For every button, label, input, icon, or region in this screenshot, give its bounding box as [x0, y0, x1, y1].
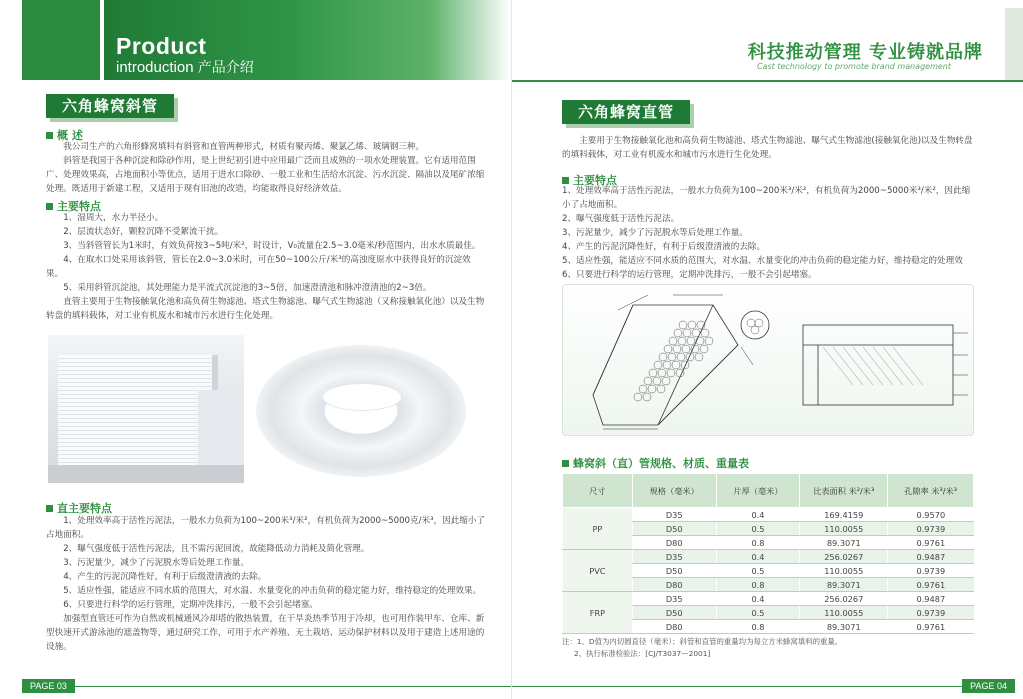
table-cell: 89.3071 — [800, 578, 888, 592]
left-page — [0, 0, 511, 699]
table-cell: 0.9739 — [888, 522, 974, 536]
header-stripe — [22, 0, 100, 80]
table-cell: 0.4 — [716, 508, 800, 522]
table-cell: 0.9739 — [888, 564, 974, 578]
table-cell: 110.0055 — [800, 564, 888, 578]
table-row — [563, 592, 974, 606]
table-header-row — [563, 474, 974, 508]
bullet-square-icon — [46, 505, 53, 512]
left-header — [0, 0, 511, 80]
right-features-item-5: 5、适应性强，能适应不同水质的范围大，对水温、水量变化的冲击负荷的稳定能力好，维持稳定的处理效 — [562, 256, 963, 266]
slogan-en: Cast technology to promote brand management — [757, 62, 951, 71]
table-cell: D80 — [632, 578, 716, 592]
features-item-1: 1、湿周大，水力半径小。 — [63, 213, 164, 223]
features-item-2: 2、层流状态好，颗粒沉降不受絮流干扰。 — [63, 227, 224, 237]
right-features-item-6: 6、只要进行科学的运行管理，定期冲洗排污，一般不会引起堵塞。 — [562, 270, 817, 280]
col-spec: 规格（毫米） — [632, 474, 716, 508]
right-features-item-3: 3、污泥量少，减少了污泥脱水等后处理工作量。 — [562, 228, 748, 238]
table-cell: D80 — [632, 536, 716, 550]
table-cell: 0.9487 — [888, 592, 974, 606]
features2-item-1: 1、处理效率高于活性污泥法，一般水力负荷为100~200米³/米²，有机负荷为2000~5000克/米³，因此缩小了占地面积。 — [46, 516, 486, 540]
footer-line — [512, 686, 962, 687]
table-row — [563, 508, 974, 522]
table-cell: 0.9761 — [888, 620, 974, 634]
col-thickness: 片厚（毫米） — [716, 474, 800, 508]
material-cell: FRP — [563, 592, 633, 634]
table-cell: D35 — [632, 550, 716, 564]
spec-table — [562, 473, 974, 634]
table-cell: D50 — [632, 564, 716, 578]
table-cell: D35 — [632, 592, 716, 606]
col-size: 尺寸 — [563, 474, 633, 508]
features-item-3: 3、当斜管管长为1米时，有效负荷按3~5吨/米²，时设计，V₀流量在2.5~3.0毫米/秒范围内，出水水质最佳。 — [63, 241, 481, 251]
bullet-square-icon — [46, 203, 53, 210]
features-item-4: 4、在取水口处采用该斜管，管长在2.0~3.0米时，可在50~100公斤/米³的高浊度原水中获得良好的沉淀效果。 — [46, 255, 471, 279]
table-cell: 0.9739 — [888, 606, 974, 620]
left-title: 六角蜂窝斜管 — [46, 94, 174, 118]
col-surface: 比表面积 米²/米³ — [800, 474, 888, 508]
right-intro: 主要用于生物接触氧化池和高负荷生物滤池、塔式生物滤池、曝气式生物滤池(接触氧化池)以及生物转盘的填料载体，对工业有机废水和城市污水进行生化处理。 — [562, 136, 973, 160]
table-cell: 0.4 — [716, 550, 800, 564]
table-cell: D35 — [632, 508, 716, 522]
table-cell: 0.9761 — [888, 578, 974, 592]
col-porosity: 孔隙率 米³/米³ — [888, 474, 974, 508]
overview-para-2: 斜管是我国于各种沉淀和除砂作用，是上世纪初引进中应用最广泛而且成熟的一项水处理装置。它有适用范围广、处理效果高，占地面积小等优点，适用于进水口除砂、一般工业和生活给水沉淀、污水沉淀、隔油以及尾矿浓缩处理。既适用于新建工程，又适用于现有旧池的改造，均能取得良好经济效益。 — [46, 156, 485, 194]
right-title: 六角蜂窝直管 — [562, 100, 690, 124]
page-number-right: PAGE 04 — [962, 679, 1015, 693]
header-rule — [512, 80, 1023, 82]
material-cell: PP — [563, 508, 633, 550]
bullet-square-icon — [562, 460, 569, 467]
table-cell: 110.0055 — [800, 522, 888, 536]
page-number-left: PAGE 03 — [22, 679, 75, 693]
table-cell: 0.5 — [716, 564, 800, 578]
table-cell: 169.4159 — [800, 508, 888, 522]
material-cell: PVC — [563, 550, 633, 592]
table-cell: 110.0055 — [800, 606, 888, 620]
table-cell: D50 — [632, 606, 716, 620]
table-cell: 89.3071 — [800, 536, 888, 550]
overview-para-1: 我公司生产的六角形蜂窝填料有斜管和直管两种形式，材质有聚丙烯、聚氯乙烯、玻璃钢三种。 — [63, 142, 425, 152]
features2-item-4: 4、产生的污泥沉降性好，有利于后级澄清液的去除。 — [63, 572, 267, 582]
table-cell: 0.8 — [716, 578, 800, 592]
header-introduction-zh: 产品介绍 — [197, 59, 254, 75]
right-features-item-1: 1、处理效率高于活性污泥法，一般水力负荷为100~200米³/米²，有机负荷为2000~5000米³/米²，因此缩小了占地面积。 — [562, 186, 971, 210]
table-heading — [562, 455, 749, 471]
features-item-6: 直管主要用于生物接触氧化池和高负荷生物滤池、塔式生物滤池、曝气式生物滤池（又称接触氧化池）以及生物转盘的填料载体，对工业有机废水和城市污水进行生化处理。 — [46, 297, 485, 321]
note-2: 2、执行标准检验法：[CJ/T3037—2001] — [574, 649, 711, 658]
table-cell: 0.8 — [716, 536, 800, 550]
note-1: 注：1、D值为内切圆直径（毫米）；斜管和直管的重量均为每立方米蜂窝填料的重量。 — [562, 637, 843, 646]
overview-heading-text: 概 述 — [57, 129, 83, 142]
table-cell: 256.0267 — [800, 550, 888, 564]
table-cell: 0.5 — [716, 606, 800, 620]
right-features-item-2: 2、曝气强度低于活性污泥法。 — [562, 214, 680, 224]
table-cell: 0.9487 — [888, 550, 974, 564]
header-introduction-en: introduction — [116, 59, 194, 76]
slogan: 科技推动管理 专业铸就品牌 — [747, 42, 983, 63]
table-row — [563, 550, 974, 564]
bullet-square-icon — [46, 132, 53, 139]
table-heading-text: 蜂窝斜（直）管规格、材质、重量表 — [573, 457, 749, 470]
right-features-heading-text: 主要特点 — [573, 174, 617, 187]
features2-item-5: 5、适应性强，能适应不同水质的范围大，对水温、水量变化的冲击负荷的稳定能力好，维持稳定的处理效果。 — [63, 586, 482, 596]
header-introduction — [116, 57, 254, 77]
header-product: Product — [116, 33, 207, 59]
features2-item-6: 6、只要进行科学的运行管理，定期冲洗排污，一般不会引起堵塞。 — [63, 600, 318, 610]
footer-line — [22, 686, 511, 687]
table-cell: D80 — [632, 620, 716, 634]
table-cell: 89.3071 — [800, 620, 888, 634]
features-item-5: 5、采用斜管沉淀池，其处理能力是平流式沉淀池的3~5倍，加速澄清池和脉冲澄清池的2~3倍。 — [63, 283, 432, 293]
features2-item-7: 加强型直管还可作为自然或机械通风冷却塔的散热装置，在干旱炎热季节用于冷却，也可用作装甲车、仓库、新型快速开式游泳池的遮盖物等，通过研究工作，可用于水产养殖、无土栽培、运动保护材料以及用于建造上述用途的设施。 — [46, 614, 485, 652]
stacked-tubes-photo — [48, 335, 244, 483]
header-corner — [1005, 8, 1023, 82]
diagram-svg — [563, 285, 973, 435]
table-cell: 256.0267 — [800, 592, 888, 606]
technical-diagram — [562, 284, 974, 436]
table-cell: D50 — [632, 522, 716, 536]
table-cell: 0.9570 — [888, 508, 974, 522]
right-page — [511, 0, 1023, 699]
right-features-item-4: 4、产生的污泥沉降性好，有利于后级澄清液的去除。 — [562, 242, 766, 252]
features2-item-2: 2、曝气强度低于活性污泥法，且不需污泥回流，故能降低动力消耗及简化管理。 — [63, 544, 370, 554]
table-cell: 0.4 — [716, 592, 800, 606]
bullet-square-icon — [562, 177, 569, 184]
features2-item-3: 3、污泥量少，减少了污泥脱水等后处理工作量。 — [63, 558, 250, 568]
table-cell: 0.9761 — [888, 536, 974, 550]
table-cell: 0.8 — [716, 620, 800, 634]
table-cell: 0.5 — [716, 522, 800, 536]
features2-heading-text: 直主要特点 — [57, 502, 112, 515]
honeycomb-ring-photo — [250, 335, 472, 483]
features-heading-text: 主要特点 — [57, 200, 101, 213]
